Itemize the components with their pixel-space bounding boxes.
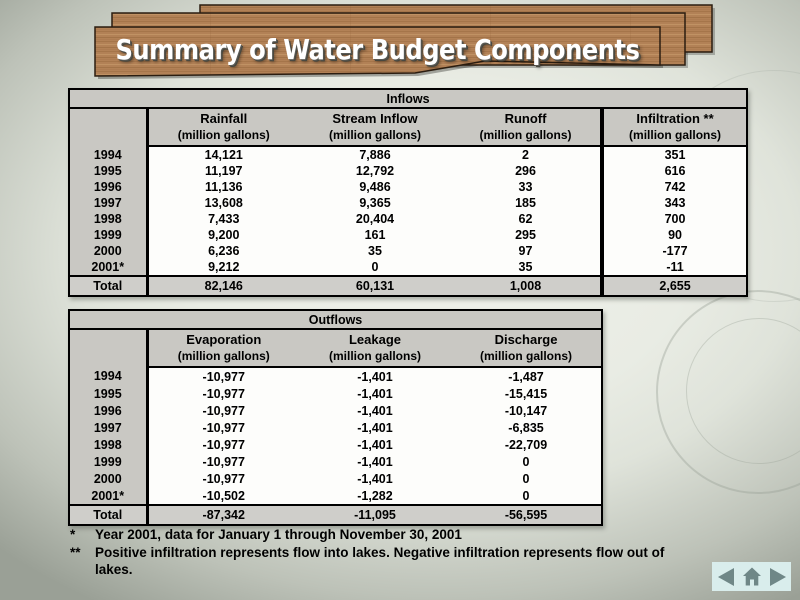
value-cell: 7,886 (359, 148, 391, 162)
home-button[interactable] (740, 565, 764, 589)
nav-panel (712, 562, 791, 591)
value-cell: 343 (602, 195, 747, 211)
value-cell: 0 (522, 488, 530, 503)
value-cell: -10,977 (202, 437, 245, 452)
table-row (69, 436, 602, 453)
column-unit: (million gallons) (177, 127, 270, 142)
column-header-row (69, 329, 602, 367)
row-year-label: 2000 (69, 243, 147, 259)
column-name: Leakage (348, 331, 402, 347)
column-name: Runoff (504, 110, 547, 126)
value-cell: -1,401 (357, 471, 393, 486)
total-value-cell: -87,342 (147, 505, 299, 525)
value-cell: -1,487 (508, 369, 544, 384)
column-unit: (million gallons) (480, 348, 573, 363)
value-cell: -10,977 (202, 403, 245, 418)
row-year-label: 2001* (69, 259, 147, 276)
table-row (69, 211, 747, 227)
value-cell: 0 (371, 260, 379, 274)
column-header (299, 329, 451, 367)
outflows-table (68, 309, 603, 526)
footnote-marker: * (70, 527, 76, 542)
row-year-label: 1999 (69, 227, 147, 243)
back-button[interactable] (715, 565, 739, 589)
value-cell: -22,709 (504, 437, 548, 452)
total-value-cell: 2,655 (602, 276, 747, 296)
column-unit: (million gallons) (329, 127, 421, 142)
value-cell: 90 (602, 227, 747, 243)
row-year-label: 1999 (69, 453, 147, 470)
value-cell: -15,415 (504, 386, 548, 401)
total-row (69, 505, 602, 525)
value-cell: -10,977 (202, 386, 245, 401)
value-cell: 7,433 (208, 212, 240, 226)
column-header-row (69, 108, 747, 146)
value-cell: 351 (602, 146, 747, 163)
total-label: Total (69, 505, 147, 525)
value-cell: 11,197 (204, 164, 243, 178)
value-cell: 9,486 (359, 180, 391, 194)
value-cell: 20,404 (355, 212, 395, 226)
left-arrow-icon (715, 565, 739, 589)
table-row (69, 402, 602, 419)
value-cell: 161 (364, 228, 386, 242)
value-cell: 616 (602, 163, 747, 179)
value-cell: 33 (518, 180, 533, 194)
value-cell: 14,121 (204, 148, 243, 162)
table-row (69, 367, 602, 385)
table-row (69, 259, 747, 276)
column-header (451, 108, 602, 146)
table-row (69, 385, 602, 402)
table-row (69, 419, 602, 436)
inflows-table-title: Inflows (69, 89, 747, 108)
table-row (69, 195, 747, 211)
row-year-label: 1996 (69, 402, 147, 419)
corner-cell (69, 108, 147, 146)
value-cell: 35 (368, 244, 382, 258)
footnote-text: Positive infiltration represents flow into lakes. Negative infiltration represents flow out of lakes. (95, 545, 665, 577)
value-cell: 11,136 (204, 180, 243, 194)
value-cell: -1,401 (357, 420, 393, 435)
table-banner-row (69, 89, 747, 108)
right-arrow-icon (765, 565, 789, 589)
value-cell: 0 (522, 454, 530, 469)
column-header (147, 329, 299, 367)
table-row (69, 243, 747, 259)
table-row (69, 163, 747, 179)
footnote-text: Year 2001, data for January 1 through November 30, 2001 (95, 527, 462, 542)
column-unit: (million gallons) (479, 127, 572, 142)
slide-title: Summary of Water Budget Components (115, 32, 640, 66)
value-cell: -1,401 (357, 437, 393, 452)
row-year-label: 2000 (69, 470, 147, 487)
table-row (69, 146, 747, 163)
total-value-cell: 60,131 (299, 276, 451, 296)
table-banner-row (69, 310, 602, 329)
footnote-year-2001 (70, 527, 700, 543)
footnote-marker: ** (70, 545, 81, 561)
value-cell: 62 (518, 212, 533, 226)
column-unit: (million gallons) (329, 348, 421, 363)
column-unit: (million gallons) (629, 127, 722, 142)
column-unit: (million gallons) (177, 348, 270, 363)
value-cell: -10,147 (504, 403, 548, 418)
row-year-label: 1998 (69, 211, 147, 227)
value-cell: -1,401 (357, 454, 393, 469)
table-row (69, 487, 602, 505)
table-row (69, 470, 602, 487)
value-cell: 742 (602, 179, 747, 195)
value-cell: -10,977 (202, 420, 245, 435)
value-cell: -10,502 (202, 488, 245, 503)
column-header (451, 329, 602, 367)
row-year-label: 1994 (69, 146, 147, 163)
total-value-cell: 82,146 (147, 276, 299, 296)
value-cell: 12,792 (355, 164, 395, 178)
value-cell: 700 (602, 211, 747, 227)
value-cell: -1,401 (357, 369, 393, 384)
total-label: Total (69, 276, 147, 296)
table-row (69, 227, 747, 243)
watermark-seal-outer (656, 290, 800, 494)
home-icon (740, 565, 764, 589)
row-year-label: 1997 (69, 195, 147, 211)
value-cell: 9,365 (359, 196, 391, 210)
column-name: Rainfall (200, 110, 248, 126)
row-year-label: 1996 (69, 179, 147, 195)
column-header (602, 108, 747, 146)
value-cell: 97 (518, 244, 533, 258)
table-row (69, 453, 602, 470)
value-cell: -11 (602, 259, 747, 276)
value-cell: 295 (515, 228, 536, 242)
total-value-cell: 1,008 (451, 276, 602, 296)
value-cell: -1,282 (357, 488, 393, 503)
value-cell: -10,977 (202, 454, 245, 469)
value-cell: 0 (522, 471, 530, 486)
value-cell: 185 (515, 196, 536, 210)
row-year-label: 1995 (69, 385, 147, 402)
table-row (69, 179, 747, 195)
column-name: Infiltration ** (636, 110, 714, 126)
value-cell: -10,977 (202, 369, 245, 384)
value-cell: -6,835 (508, 420, 544, 435)
value-cell: -1,401 (357, 403, 393, 418)
forward-button[interactable] (765, 565, 789, 589)
column-name: Discharge (494, 331, 558, 347)
value-cell: -10,977 (202, 471, 245, 486)
corner-cell (69, 329, 147, 367)
value-cell: 2 (522, 148, 529, 162)
row-year-label: 1995 (69, 163, 147, 179)
value-cell: 6,236 (208, 244, 240, 258)
value-cell: -177 (602, 243, 747, 259)
value-cell: 9,200 (208, 228, 240, 242)
row-year-label: 1998 (69, 436, 147, 453)
value-cell: 13,608 (204, 196, 243, 210)
total-row (69, 276, 747, 296)
inflows-table (68, 88, 748, 297)
column-name: Evaporation (186, 331, 262, 347)
row-year-label: 1997 (69, 419, 147, 436)
value-cell: 296 (515, 164, 536, 178)
row-year-label: 1994 (69, 367, 147, 385)
watermark-seal-inner (686, 318, 800, 464)
column-header (299, 108, 451, 146)
value-cell: 9,212 (208, 260, 240, 274)
column-header (147, 108, 299, 146)
value-cell: -1,401 (357, 386, 393, 401)
outflows-table-title: Outflows (69, 310, 602, 329)
row-year-label: 2001* (69, 487, 147, 505)
footnotes (70, 527, 700, 580)
column-name: Stream Inflow (332, 110, 418, 126)
footnote-infiltration (70, 545, 700, 578)
value-cell: 35 (518, 260, 533, 274)
total-value-cell: -11,095 (299, 505, 451, 525)
total-value-cell: -56,595 (451, 505, 602, 525)
